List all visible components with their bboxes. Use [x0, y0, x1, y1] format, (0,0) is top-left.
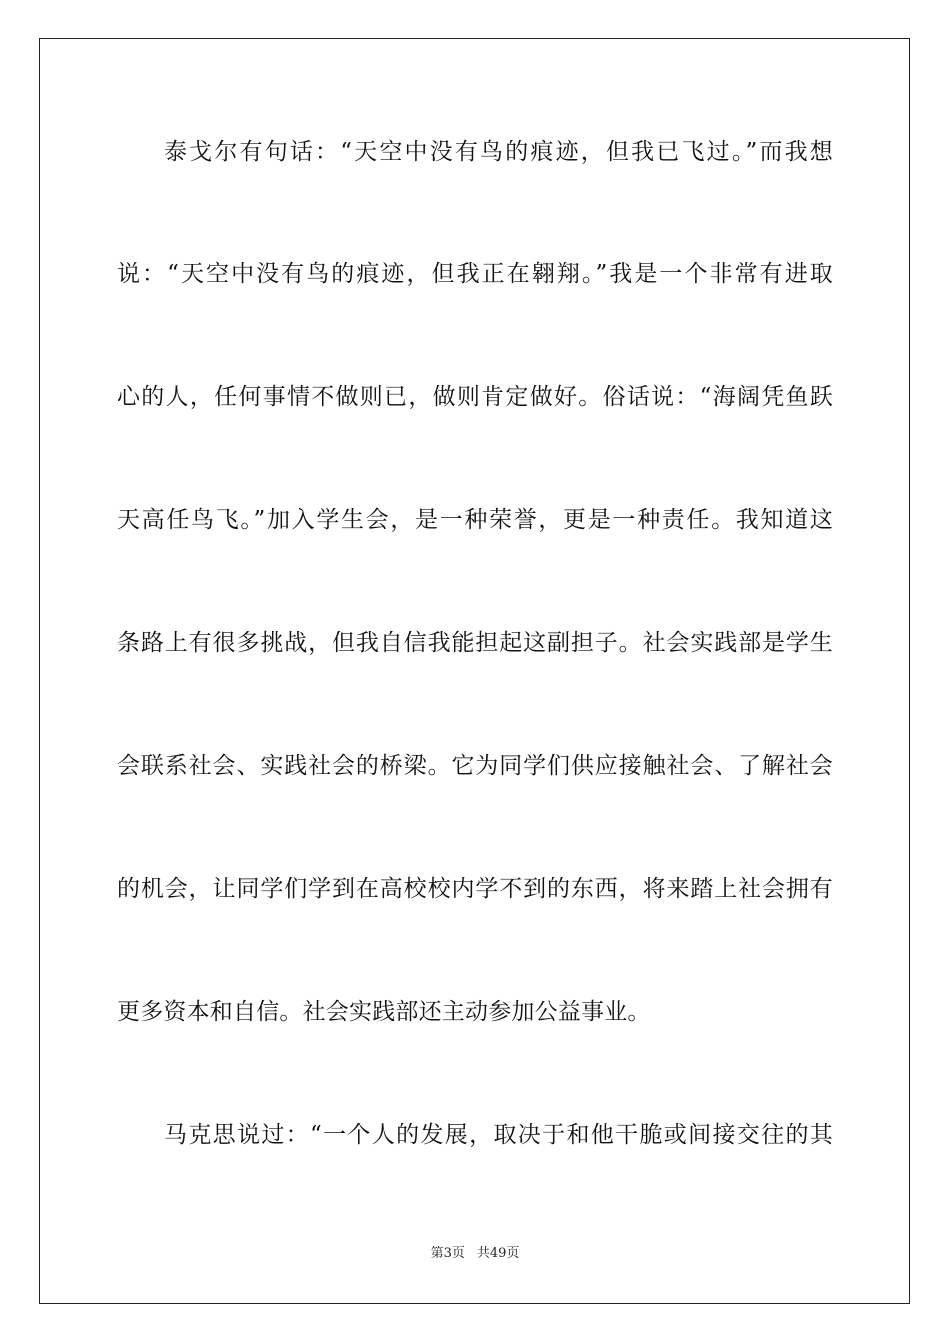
paragraph-line-2: 说：“天空中没有鸟的痕迹，但我正在翱翔。”我是一个非常有进取: [117, 261, 833, 287]
page-number: 第3页: [430, 1246, 465, 1261]
paragraph-line-5: 条路上有很多挑战，但我自信我能担起这副担子。社会实践部是学生: [117, 630, 833, 656]
paragraph-line-9: 马克思说过：“一个人的发展，取决于和他干脆或间接交往的其: [164, 1122, 833, 1148]
page-footer: [0, 1245, 950, 1263]
paragraph-line-3: 心的人，任何事情不做则已，做则肯定做好。俗话说：“海阔凭鱼跃: [117, 384, 833, 410]
paragraph-line-7: 的机会，让同学们学到在高校校内学不到的东西，将来踏上社会拥有: [117, 876, 833, 902]
page-border: [39, 38, 910, 1304]
paragraph-line-4: 天高任鸟飞。”加入学生会，是一种荣誉，更是一种责任。我知道这: [117, 507, 833, 533]
paragraph-line-6: 会联系社会、实践社会的桥梁。它为同学们供应接触社会、了解社会: [117, 753, 833, 779]
page-total: 共49页: [476, 1246, 520, 1261]
paragraph-line-1: 泰戈尔有句话：“天空中没有鸟的痕迹，但我已飞过。”而我想: [164, 139, 833, 165]
paragraph-line-8: 更多资本和自信。社会实践部还主动参加公益事业。: [117, 999, 651, 1025]
